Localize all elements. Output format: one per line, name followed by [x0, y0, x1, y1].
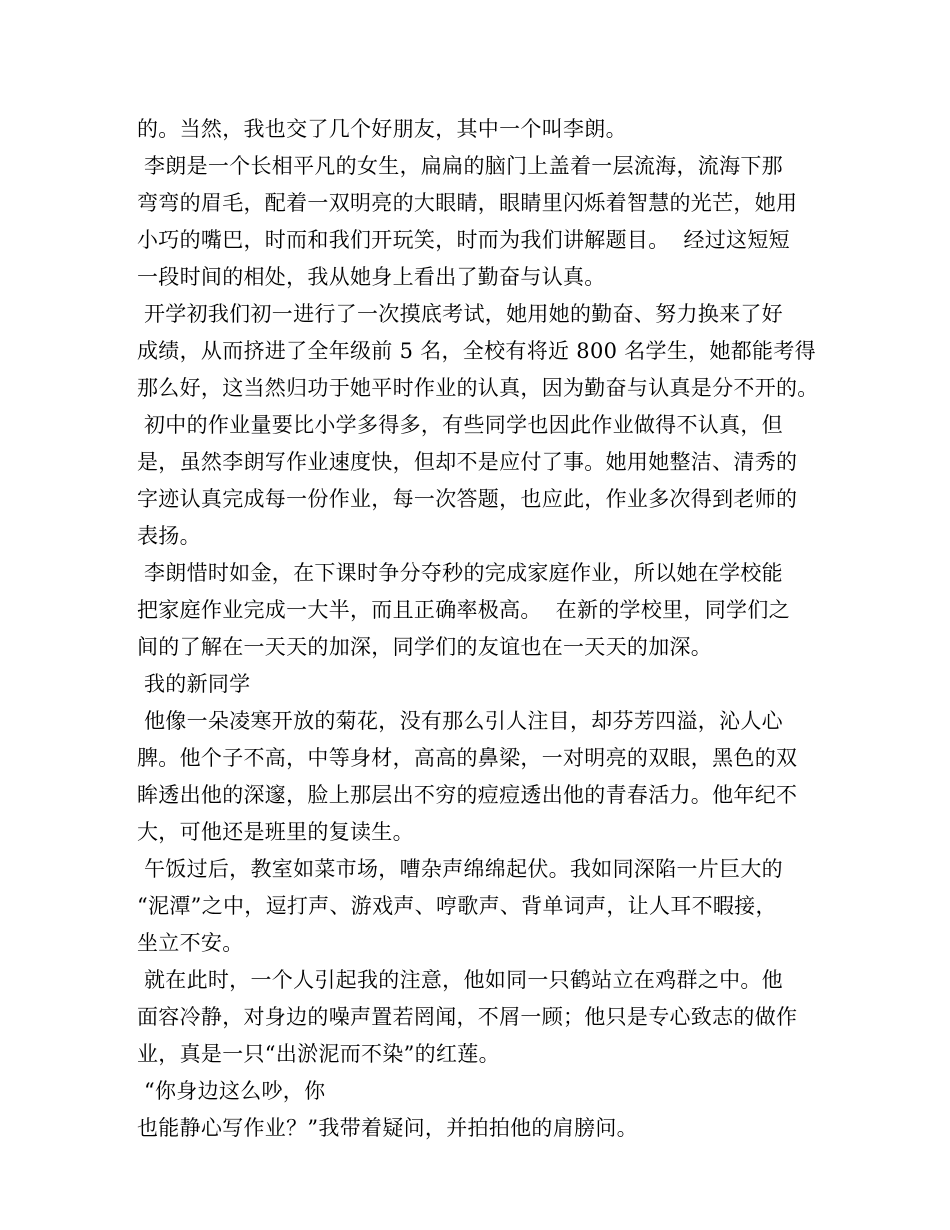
- text-line: 表扬。: [137, 524, 201, 548]
- text-line: 坐立不安。: [137, 931, 244, 955]
- text-line: 就在此时，一个人引起我的注意，他如同一只鹤站立在鸡群之中。他: [137, 968, 783, 992]
- text-line: 初中的作业量要比小学多得多，有些同学也因此作业做得不认真，但: [137, 413, 783, 437]
- text-line: 李朗惜时如金，在下课时争分夺秒的完成家庭作业，所以她在学校能: [137, 561, 783, 585]
- text-line: 也能静心写作业？”我带着疑问，并拍拍他的肩膀问。: [137, 1116, 638, 1140]
- text-line: 弯弯的眉毛，配着一双明亮的大眼睛，眼睛里闪烁着智慧的光芒，她用: [137, 191, 798, 215]
- text-line: 把家庭作业完成一大半，而且正确率极高。 在新的学校里，同学们之: [137, 598, 790, 622]
- text-line: 眸透出他的深邃，脸上那层出不穷的痘痘透出他的青春活力。他年纪不: [137, 783, 798, 807]
- text-line: 小巧的嘴巴，时而和我们开玩笑，时而为我们讲解题目。 经过这短短: [137, 228, 790, 252]
- text-line: 那么好，这当然归功于她平时作业的认真，因为勤奋与认真是分不开的。: [137, 376, 819, 400]
- text-line: 成绩，从而挤进了全年级前 5 名，全校有将近 800 名学生，她都能考得: [137, 339, 816, 363]
- text-line: “你身边这么吵，你: [137, 1079, 326, 1103]
- text-line: 间的了解在一天天的加深，同学们的友谊也在一天天的加深。: [137, 635, 713, 659]
- text-line: 字迹认真完成每一份作业，每一次答题，也应此，作业多次得到老师的: [137, 487, 798, 511]
- text-line: 业，真是一只“出淤泥而不染”的红莲。: [137, 1042, 500, 1066]
- text-line: 面容冷静，对身边的噪声置若罔闻，不屑一顾；他只是专心致志的做作: [137, 1005, 798, 1029]
- section-title: 我的新同学: [137, 672, 251, 696]
- text-line: 李朗是一个长相平凡的女生，扁扁的脑门上盖着一层流海，流海下那: [137, 154, 783, 178]
- text-line: 脾。他个子不高，中等身材，高高的鼻梁，一对明亮的双眼，黑色的双: [137, 746, 798, 770]
- text-line: 他像一朵凌寒开放的菊花，没有那么引人注目，却芬芳四溢，沁人心: [137, 709, 783, 733]
- text-line: 一段时间的相处，我从她身上看出了勤奋与认真。: [137, 265, 606, 289]
- text-line: 大，可他还是班里的复读生。: [137, 820, 414, 844]
- text-line: 的。当然，我也交了几个好朋友，其中一个叫李朗。: [137, 117, 627, 141]
- text-line: 午饭过后，教室如菜市场，嘈杂声绵绵起伏。我如同深陷一片巨大的: [137, 857, 783, 881]
- text-line: 是，虽然李朗写作业速度快，但却不是应付了事。她用她整洁、清秀的: [137, 450, 798, 474]
- text-line: 开学初我们初一进行了一次摸底考试，她用她的勤奋、努力换来了好: [137, 302, 783, 326]
- text-line: “泥潭”之中，逗打声、游戏声、哼歌声、背单词声，让人耳不暇接，: [137, 894, 777, 918]
